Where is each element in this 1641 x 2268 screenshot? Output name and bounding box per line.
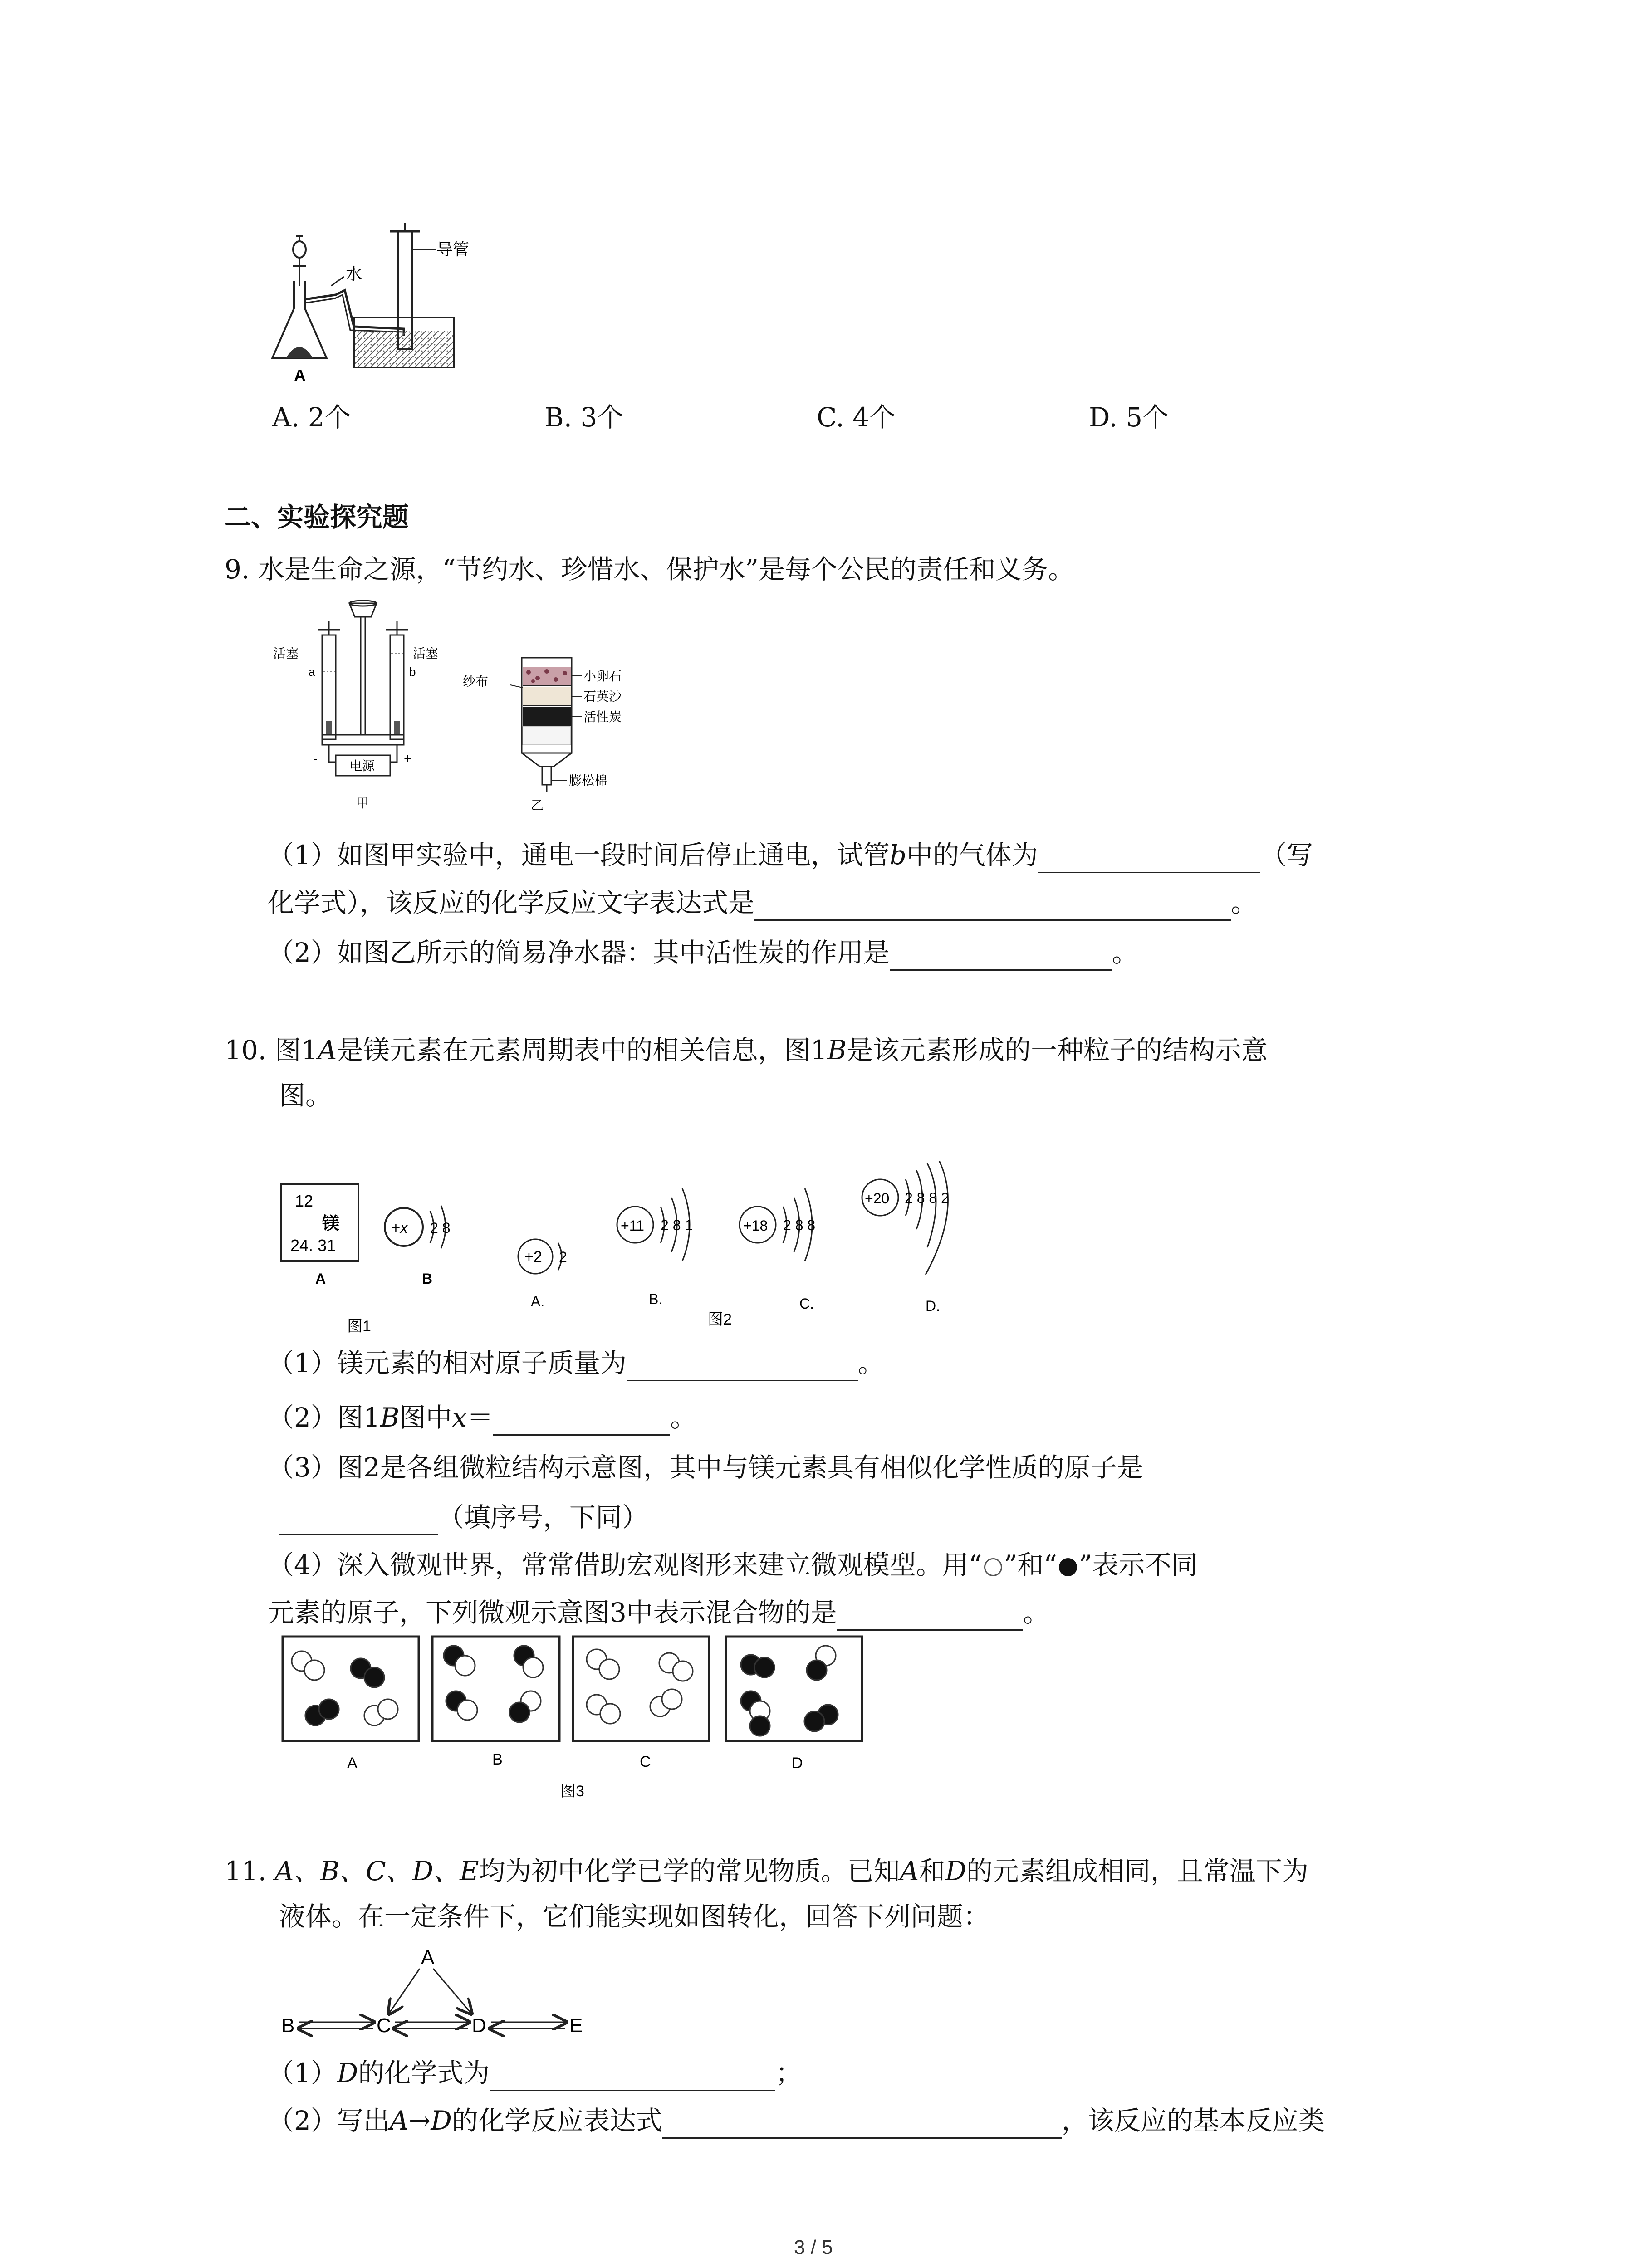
fig2a-shells: 2: [559, 1249, 567, 1265]
q8-option-d: D. 5个: [1089, 402, 1169, 433]
q10-similar-atom-answer-blank[interactable]: [279, 1507, 438, 1535]
fig2d-nucleus: +20: [865, 1190, 890, 1207]
fig2d-label: D.: [926, 1298, 940, 1314]
q9-electrolysis-figure: [268, 594, 458, 821]
q8-apparatus-figure: [268, 222, 522, 390]
fig1-caption: 图1: [347, 1318, 371, 1335]
q9-stopcock-right-label: 活塞: [413, 646, 439, 660]
q10-figure-3: [279, 1633, 914, 1814]
fig2a-label: A.: [531, 1293, 545, 1310]
q11-part1: （1）D的化学式为 ；: [268, 2055, 802, 2091]
q10-part3-line2: （填序号，下同）: [279, 1499, 648, 1535]
q8-option-a: A. 2个: [272, 402, 351, 433]
q10-x-answer-blank[interactable]: [493, 1407, 670, 1436]
q9-part1-line2: 化学式），该反应的化学反应文字表达式是 。: [268, 885, 1257, 921]
q11-equation-answer-blank[interactable]: [662, 2110, 1062, 2139]
node-c: C: [377, 2014, 391, 2037]
mg-atomic-number: 12: [295, 1192, 314, 1210]
q10-part4-line2: 元素的原子，下列微观示意图3中表示混合物的是 。: [268, 1594, 1049, 1631]
q9-part1-line1: （1）如图甲实验中，通电一段时间后停止通电，试管b中的气体为 （写: [268, 837, 1313, 873]
q11-stem-line1: 11. A、B、C、D、E均为初中化学已学的常见物质。已知A和D的元素组成相同，且常温下为: [225, 1856, 1308, 1887]
mg-atomic-mass: 24. 31: [290, 1236, 336, 1255]
fig2d-shells: 2 8 8 2: [905, 1190, 949, 1206]
fig3-caption: 图3: [560, 1783, 584, 1800]
q9-carbon-role-answer-blank[interactable]: [890, 942, 1112, 971]
q9-carbon-label: 活性炭: [583, 710, 622, 724]
fig2c-nucleus: +18: [743, 1217, 768, 1234]
node-e: E: [569, 2014, 583, 2037]
fig3-label-a: A: [347, 1755, 358, 1772]
black-atom-icon: [1059, 1558, 1077, 1576]
q9-part2: （2）如图乙所示的简易净水器：其中活性炭的作用是 。: [268, 934, 1138, 971]
q10-part2: （2）图1B图中x＝ 。: [268, 1399, 696, 1436]
q9-cotton-label: 膨松棉: [569, 773, 607, 787]
fig1-label-a: A: [315, 1271, 326, 1287]
q8-tube-label: 导管: [436, 240, 470, 259]
q9-power-label: 电源: [349, 759, 375, 773]
fig2c-label: C.: [799, 1295, 814, 1312]
q11-d-formula-answer-blank[interactable]: [490, 2063, 775, 2091]
q8-option-b: B. 3个: [544, 402, 624, 433]
q10-mass-answer-blank[interactable]: [627, 1353, 858, 1381]
q10-figures-1-2: [272, 1161, 998, 1343]
q11-transformation-diagram: [277, 1941, 622, 2050]
q8-figure-label-a: A: [294, 366, 306, 385]
q9-figure-jia-caption: 甲: [356, 796, 369, 810]
q9-gauze-label: 纱布: [463, 675, 489, 689]
q9-sand-label: 石英沙: [583, 689, 622, 704]
fig3-label-c: C: [640, 1753, 651, 1770]
q9-figure-yi-caption: 乙: [531, 798, 544, 812]
mg-element-name: 镁: [322, 1214, 340, 1233]
q10-part1: （1）镁元素的相对原子质量为 。: [268, 1345, 884, 1381]
fig1-label-b: B: [422, 1271, 433, 1287]
q11-part2: （2）写出A→D的化学反应表达式 ，该反应的基本反应类: [268, 2102, 1325, 2139]
page-number: 3 / 5: [794, 2236, 833, 2258]
q9-stopcock-left-label: 活塞: [273, 646, 299, 660]
q8-water-label: 水: [346, 264, 362, 283]
fig2b-shells: 2 8 1: [661, 1217, 693, 1233]
fig2c-shells: 2 8 8: [783, 1217, 816, 1233]
fig2-caption: 图2: [708, 1311, 732, 1328]
q9-tube-a-label: a: [309, 665, 315, 679]
section-title-experiment: 二、实验探究题: [225, 502, 409, 533]
fig2a-nucleus: +2: [524, 1248, 542, 1266]
fig2b-label: B.: [649, 1291, 663, 1307]
fig1b-nucleus: +x: [391, 1219, 408, 1237]
q9-tube-b-label: b: [409, 665, 416, 679]
q11-stem-line2: 液体。在一定条件下，它们能实现如图转化，回答下列问题：: [279, 1901, 990, 1932]
q10-part3-line1: （3）图2是各组微粒结构示意图，其中与镁元素具有相似化学性质的原子是: [268, 1452, 1143, 1483]
q9-pebbles-label: 小卵石: [583, 669, 622, 683]
q9-purifier-figure: [463, 653, 653, 821]
q9-minus-label: -: [313, 751, 318, 766]
q9-plus-label: +: [404, 751, 412, 766]
q9-equation-answer-blank[interactable]: [754, 892, 1231, 921]
q10-mixture-answer-blank[interactable]: [837, 1602, 1023, 1631]
fig1b-shells: 2 8: [430, 1220, 451, 1236]
q9-stem: 9. 水是生命之源，“节约水、珍惜水、保护水”是每个公民的责任和义务。: [225, 554, 1075, 585]
node-d: D: [472, 2014, 486, 2037]
q8-option-c: C. 4个: [817, 402, 896, 433]
q10-part4-line1: （4）深入微观世界，常常借助宏观图形来建立微观模型。用“ ”和“ ”表示不同: [268, 1549, 1198, 1580]
fig3-label-d: D: [792, 1755, 803, 1772]
q9-gas-answer-blank[interactable]: [1038, 845, 1260, 873]
node-a: A: [421, 1946, 435, 1969]
fig3-label-b: B: [492, 1751, 503, 1768]
q10-stem-line2: 图。: [279, 1080, 332, 1111]
node-b: B: [281, 2014, 295, 2037]
fig2b-nucleus: +11: [621, 1217, 644, 1234]
white-atom-icon: [984, 1558, 1002, 1576]
q10-stem-line1: 10. 图1A是镁元素在元素周期表中的相关信息，图1B是该元素形成的一种粒子的结构示意: [225, 1035, 1268, 1066]
